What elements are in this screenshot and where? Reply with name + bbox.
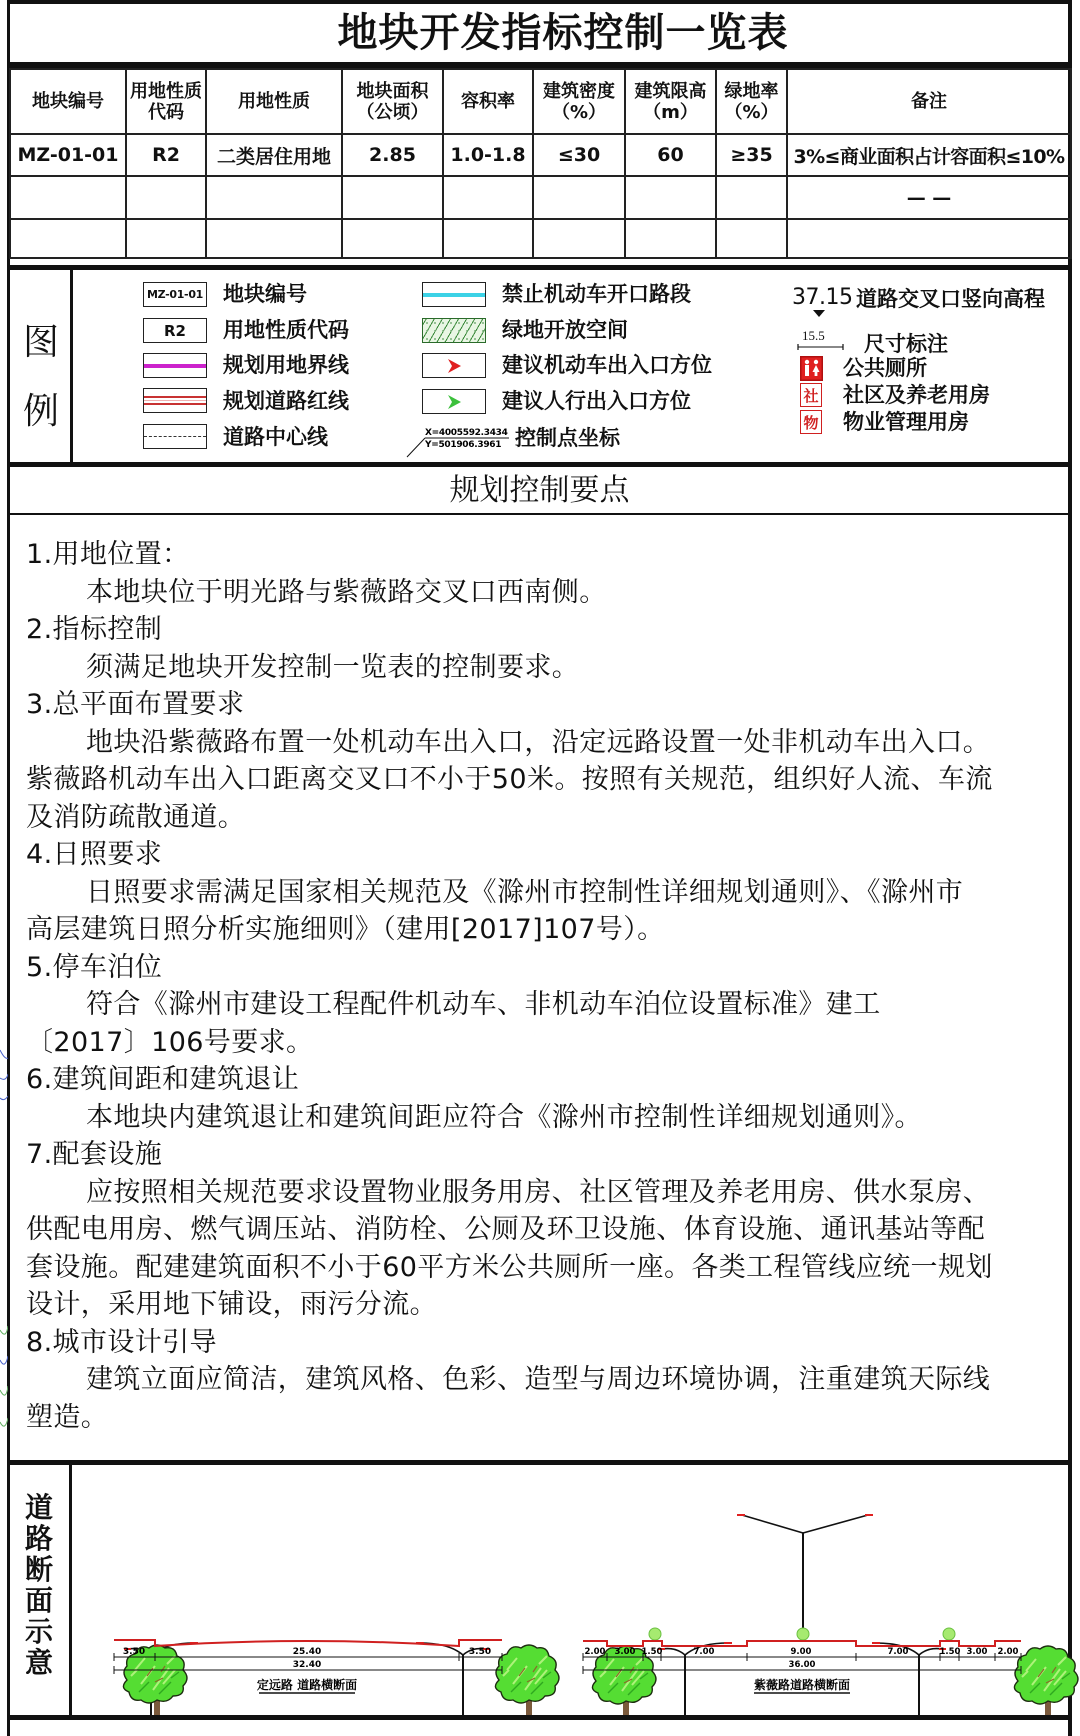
centerline-icon (143, 424, 207, 449)
legend-label-dimension: 尺寸标注 (864, 332, 948, 356)
dimension-sample: 15.5 (802, 328, 825, 343)
dimension-line-icon (796, 342, 846, 352)
header-density (533, 69, 625, 134)
road-red-line-icon (143, 388, 207, 413)
dimension-total: 36.00 (788, 1660, 816, 1670)
cell-land-use-code: R2 (126, 134, 206, 176)
tree-icon (1014, 1646, 1078, 1715)
cell-height-limit (625, 176, 716, 219)
dimension-label: 1.50 (939, 1647, 961, 1657)
header-text: （%） (551, 101, 607, 123)
pedestrian-entrance-box (422, 389, 486, 414)
legend-label-parcel-id: 地块编号 (223, 282, 307, 306)
header-green-ratio (716, 69, 787, 134)
legend-label-no-opening: 禁止机动车开口路段 (502, 282, 691, 306)
red-arrow-icon (446, 358, 462, 374)
cell-land-use-code (126, 219, 206, 258)
section-text: 供配电用房、燃气调压站、消防栓、公厕及环卫设施、体育设施、通讯基站等配 (26, 1214, 985, 1245)
table-row (10, 176, 1071, 219)
section-text: 须满足地块开发控制一览表的控制要求。 (86, 651, 580, 683)
section-text: 日照要求需满足国家相关规范及《滁州市控制性详细规划通则》、《滁州市 (86, 876, 964, 908)
section-title: 3.总平面布置要求 (26, 689, 245, 720)
header-land-use-code (126, 69, 206, 134)
dimension-label: 7.00 (887, 1647, 909, 1657)
frame-bottom-border (7, 1715, 1072, 1720)
requirements-heading: 规划控制要点 (449, 473, 630, 508)
header-text: 建筑密度 (543, 80, 615, 102)
legend-label-vehicle-entrance: 建议机动车出入口方位 (502, 353, 712, 377)
cell-far (443, 219, 533, 258)
cell-area (342, 219, 443, 258)
section-text: 设计，采用地下铺设，雨污分流。 (26, 1289, 437, 1320)
green-arrow-icon (446, 394, 462, 410)
header-text: （%） (724, 101, 779, 123)
vehicle-entrance-box (422, 353, 486, 378)
land-use-code-symbol (143, 318, 207, 343)
table-row (10, 219, 1071, 258)
cell-remarks: 3%≤商业面积占计容面积≤10% (787, 134, 1071, 176)
dimension-label: 2.00 (997, 1647, 1019, 1657)
dimension-label: 25.40 (292, 1647, 322, 1657)
header-area (342, 69, 443, 134)
section-text: 高层建筑日照分析实施细则》（建用[2017]107号）。 (26, 914, 665, 945)
road-profile-right (583, 1641, 1021, 1646)
road-section-title-left: 定远路 道路横断面 (256, 1678, 358, 1692)
section-text: 套设施。配建建筑面积不小于60平方米公共厕所一座。各类工程管线应统一规划 (26, 1251, 993, 1283)
community-icon-glyph: 社 (803, 386, 819, 405)
requirements-body (26, 536, 1066, 1436)
section-text: 地块沿紫薇路布置一处机动车出入口，沿定远路设置一处非机动车出入口。 (86, 726, 991, 758)
land-use-code-sample: R2 (164, 321, 186, 340)
cell-green-ratio (716, 219, 787, 258)
divider-table-legend (7, 265, 1072, 270)
legend-label-pedestrian-entrance: 建议人行出入口方位 (502, 389, 691, 413)
header-text: 建筑限高 (634, 80, 707, 102)
header-text: 用地性质 (130, 80, 202, 102)
cell-density (533, 219, 625, 258)
section-text: 及消防疏散通道。 (26, 801, 246, 833)
road-section-title-right: 紫薇路道路横断面 (753, 1678, 851, 1692)
section-text: 符合《滁州市建设工程配件机动车、非机动车泊位设置标准》建工 (86, 989, 881, 1020)
property-icon-glyph: 物 (803, 413, 819, 432)
section-title: 6.建筑间距和建筑退让 (26, 1064, 300, 1095)
header-height-limit (625, 69, 716, 134)
public-toilet-icon (800, 356, 823, 381)
cell-far (443, 176, 533, 219)
section-title: 7.配套设施 (26, 1139, 163, 1170)
header-land-use (206, 69, 342, 134)
cell-height-limit: 60 (625, 134, 716, 176)
cell-land-use (206, 219, 342, 258)
section-text: 塑造。 (26, 1401, 109, 1433)
header-text: （m） (643, 101, 698, 123)
legend-label-road-red-line: 规划道路红线 (223, 389, 349, 413)
legend-label-boundary-line: 规划用地界线 (223, 353, 349, 377)
legend-label-community-elderly: 社区及养老用房 (843, 383, 990, 407)
header-text: 地块面积 (356, 80, 429, 102)
legend-title: 图例 (22, 322, 59, 432)
section-text: 建筑立面应简洁，建筑风格、色彩、造型与周边环境协调，注重建筑天际线 (86, 1364, 991, 1395)
cell-area: 2.85 (342, 134, 443, 176)
cell-remarks: — — (787, 176, 1071, 219)
cell-land-use: 二类居住用地 (206, 134, 342, 176)
page-title: 地块开发指标控制一览表 (337, 10, 789, 56)
coordinate-leader-icon (405, 424, 511, 460)
legend-label-divider (70, 270, 73, 462)
cell-density (533, 176, 625, 219)
dimension-label: 9.00 (790, 1647, 812, 1657)
property-management-icon (800, 410, 822, 434)
legend-label-control-point: 控制点坐标 (515, 426, 620, 450)
cell-land-use (206, 176, 342, 219)
header-text: 容积率 (461, 91, 515, 112)
elevation-sample: 37.15 (792, 285, 853, 310)
section-title: 8.城市设计引导 (26, 1326, 217, 1358)
cell-area (342, 176, 443, 219)
no-opening-line-icon (422, 282, 486, 307)
section-text: 紫薇路机动车出入口距离交叉口不小于50米。按照有关规范，组织好人流、车流 (26, 764, 993, 795)
cell-green-ratio: ≥35 (716, 134, 787, 176)
dimension-label: 3.50 (468, 1647, 492, 1657)
header-far (443, 69, 533, 134)
cell-density: ≤30 (533, 134, 625, 176)
cyan-line-swatch (423, 293, 485, 297)
header-text: 绿地率 (724, 80, 779, 102)
table-row (10, 134, 1071, 176)
road-cross-section-drawing (0, 1465, 1080, 1715)
red-double-line-swatch (144, 396, 206, 405)
cell-green-ratio (716, 176, 787, 219)
section-title: 2.指标控制 (26, 614, 163, 645)
header-text: 用地性质 (238, 91, 310, 112)
legend-label-green-space: 绿地开放空间 (502, 318, 628, 342)
header-text: 地块编号 (32, 91, 104, 112)
section-text: 〔2017〕106号要求。 (26, 1026, 314, 1058)
magenta-line-swatch (144, 364, 206, 368)
community-elderly-icon (800, 383, 822, 407)
section-text: 本地块位于明光路与紫薇路交叉口西南侧。 (86, 576, 607, 608)
dimension-label: 7.00 (693, 1647, 715, 1657)
dimension-label: 2.00 (584, 1647, 606, 1657)
coord-x: X=4005592.3434 (425, 428, 508, 438)
elevation-marker-icon (813, 310, 825, 317)
section-text: 应按照相关规范要求设置物业服务用房、社区管理及养老用房、供水泵房、 (86, 1176, 991, 1208)
cell-height-limit (625, 219, 716, 258)
header-text: （公顷） (356, 101, 429, 123)
dimension-label: 3.50 (122, 1647, 146, 1657)
dimension-label: 3.00 (966, 1647, 988, 1657)
header-text: 备注 (911, 91, 947, 112)
dashed-line-swatch (144, 436, 206, 437)
cell-remarks (787, 219, 1071, 258)
green-space-hatch-icon (422, 318, 486, 343)
road-section-label: 道路断面示意 (24, 1491, 53, 1679)
median-lamp-icon (737, 1515, 873, 1640)
tree-icon (495, 1645, 559, 1715)
dimension-label: 3.00 (614, 1647, 636, 1657)
cell-parcel-id (10, 176, 126, 219)
header-parcel-id (10, 69, 126, 134)
section-text: 本地块内建筑退让和建筑间距应符合《滁州市控制性详细规划通则》。 (86, 1101, 922, 1133)
legend-label-land-use-code: 用地性质代码 (223, 318, 349, 342)
cell-far: 1.0-1.8 (443, 134, 533, 176)
street-lamp-icon (872, 1643, 946, 1715)
green-hatch-swatch (423, 319, 485, 342)
dimension-label: 1.50 (641, 1647, 663, 1657)
parcel-id-symbol (143, 282, 207, 307)
cell-parcel-id (10, 219, 126, 258)
control-index-table (9, 68, 1072, 259)
table-header-row (10, 69, 1071, 134)
coord-y: Y=501906.3961 (425, 440, 502, 450)
background-map-fragment (0, 1030, 8, 1450)
section-title: 1.用地位置： (26, 539, 190, 570)
legend-label-elevation: 道路交叉口竖向高程 (856, 287, 1045, 311)
cell-land-use-code (126, 176, 206, 219)
section-title: 5.停车泊位 (26, 951, 163, 983)
header-remarks (787, 69, 1071, 134)
road-profile-left (114, 1640, 502, 1646)
boundary-line-icon (143, 353, 207, 378)
section-title: 4.日照要求 (26, 839, 163, 870)
shrub-icons (649, 1628, 955, 1640)
legend-label-centerline: 道路中心线 (223, 425, 328, 449)
legend-label-public-toilet: 公共厕所 (843, 356, 927, 380)
legend-label-property-management: 物业管理用房 (843, 410, 969, 434)
dimension-total: 32.40 (292, 1660, 322, 1670)
cell-parcel-id: MZ-01-01 (10, 134, 126, 176)
parcel-id-sample: MZ-01-01 (146, 288, 204, 301)
header-text: 代码 (148, 101, 184, 123)
